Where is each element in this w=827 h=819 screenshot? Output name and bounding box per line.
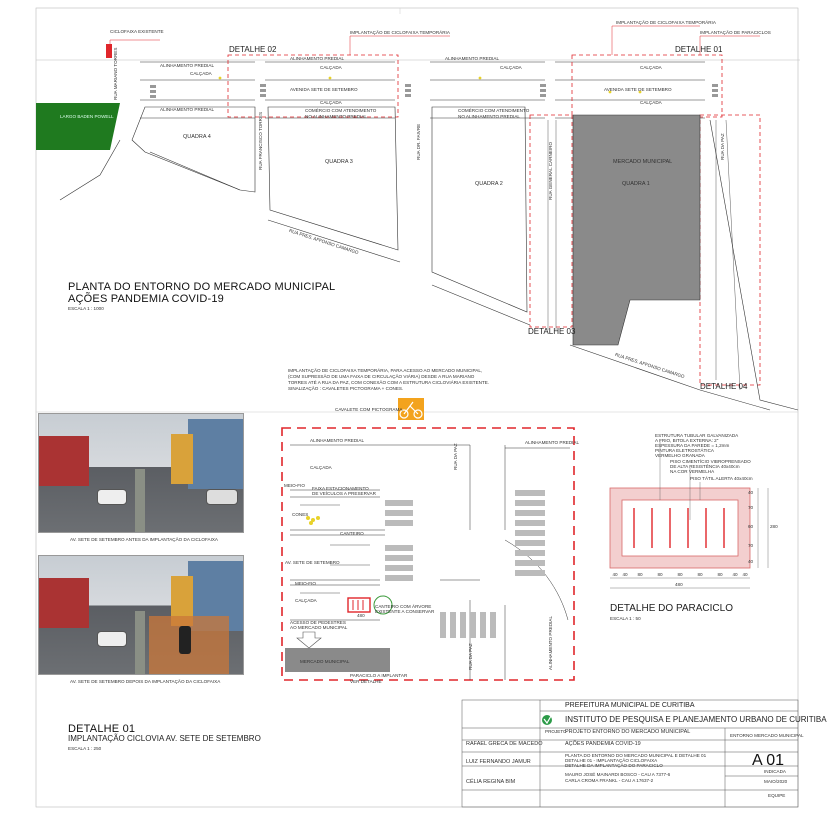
label-alinhamento-4: ALINHAMENTO PREDIAL xyxy=(160,107,215,112)
tb-local: ENTORNO MERCADO MUNICIPAL xyxy=(730,733,804,738)
pc-vdim-4: 40 xyxy=(748,559,754,564)
label-implantacao-ciclofaixa: IMPLANTAÇÃO DE CICLOFAIXA TEMPORÁRIA xyxy=(350,30,450,35)
pc-note-2: A FRIO, BITOLA EXTERNA: 2" xyxy=(655,438,719,443)
plan-scale: ESCALA 1 : 1000 xyxy=(68,306,104,311)
pc-dim: 80 xyxy=(657,572,663,577)
label-calcada-5: CALÇADA xyxy=(320,100,342,105)
label-detalhe02: DETALHE 02 xyxy=(229,45,277,54)
label-largo: LARGO BADEN POWELL xyxy=(60,114,114,119)
d01-mercado: MERCADO MUNICIPAL xyxy=(300,659,350,664)
label-detalhe01: DETALHE 01 xyxy=(675,45,723,54)
label-calcada-4: CALÇADA xyxy=(640,65,662,70)
pc-vdim-1: 70 xyxy=(748,505,754,510)
tb-proj2: AÇÕES PANDEMIA COVID-19 xyxy=(565,741,641,747)
tb-proj1: PROJETO ENTORNO DO MERCADO MUNICIPAL xyxy=(565,729,691,735)
d01-alinhamento: ALINHAMENTO PREDIAL xyxy=(310,438,365,443)
label-alinhamento-1: ALINHAMENTO PREDIAL xyxy=(160,63,215,68)
tb-person1: RAFAEL GRECA DE MACEDO xyxy=(466,741,543,747)
label-rua-mariano: RUA MARIANO TORRES xyxy=(113,47,118,100)
label-rua-affonso-2: RUA PRES. AFFONSO CAMARGO xyxy=(614,352,686,380)
d01-canteiro: CANTEIRO xyxy=(340,531,364,536)
d01-alinhamento-2: ALINHAMENTO PREDIAL xyxy=(525,440,580,445)
tb-content1: PLANTA DO ENTORNO DO MERCADO MUNICIPAL E DETALHE 01 xyxy=(565,753,707,758)
d01-title: DETALHE 01 xyxy=(68,723,136,735)
d01-faixa-2: DE VEÍCULOS A PRESERVAR xyxy=(312,491,376,496)
tb-content2: DETALHE 01 - IMPLANTAÇÃO CICLOFAIXA xyxy=(565,758,658,763)
caption-after: AV. SETE DE SETEMBRO DEPOIS DA IMPLANTAÇÃO DA CICLOFAIXA xyxy=(70,679,221,684)
label-implantacao-paraciclos-1: IMPLANTAÇÃO DE CICLOFAIXA TEMPORÁRIA xyxy=(616,20,716,25)
label-rua-affonso-1: RUA PRES. AFFONSO CAMARGO xyxy=(288,228,360,256)
photo-before xyxy=(38,413,244,533)
pc-dim: 80 xyxy=(637,572,643,577)
label-av-sete-1: AVENIDA SETE DE SETEMBRO xyxy=(290,87,358,92)
d01-paraciclo-2: VER DETALHE xyxy=(350,679,382,684)
d01-paraciclo-1: PARACICLO A IMPLANTAR xyxy=(350,673,408,678)
pc-note-6: PISO CIMENTÍCIO VIBROPRENSADO xyxy=(670,459,751,464)
tb-authors1: MAURO JOSÉ MAINARDI BOSCO - CAU A 7377-6 xyxy=(565,772,671,777)
label-rua-paz: RUA DA PAZ xyxy=(720,133,725,160)
label-quadra1: QUADRA 1 xyxy=(622,181,650,187)
label-comercio-2: COMÉRCIO COM ATENDIMENTO xyxy=(458,108,530,113)
d01-cones: CONES xyxy=(292,512,309,517)
pc-dim: 40 xyxy=(612,572,618,577)
tb-org1: PREFEITURA MUNICIPAL DE CURITIBA xyxy=(565,702,695,709)
label-rua-francisco: RUA FRANCISCO TORRES xyxy=(258,111,263,170)
label-calcada-3: CALÇADA xyxy=(500,65,522,70)
d01-note-4: SINALIZAÇÃO : CAVALETES PICTOGRAMA + CONES. xyxy=(288,386,404,391)
d01-cavalete: CAVALETE COM PICTOGRAMA xyxy=(335,407,403,412)
d01-canteiro-arvore-1: CANTEIRO COM ÁRVORE xyxy=(375,604,432,609)
plan-subtitle: AÇÕES PANDEMIA COVID-19 xyxy=(68,293,224,305)
label-av-sete-2: AVENIDA SETE DE SETEMBRO xyxy=(604,87,672,92)
d01-alinhamento-v: ALINHAMENTO PREDIAL xyxy=(548,615,553,670)
pc-note-8: NA COR VERMELHA xyxy=(670,469,715,474)
pc-title: DETALHE DO PARACICLO xyxy=(610,603,733,614)
tb-person2: LUIZ FERNANDO JAMUR xyxy=(466,759,531,765)
tb-proj-label: PROJETO xyxy=(545,729,567,734)
d01-canteiro-arvore-2: EXISTENTE A CONSERVAR xyxy=(375,609,435,614)
d01-faixa-1: FAIXA ESTACIONAMENTO xyxy=(312,486,369,491)
tb-escala: INDICADA xyxy=(764,769,786,774)
d01-note-2: (COM SUPRESSÃO DE UMA FAIXA DE CIRCULAÇÃO VIÁRIA) DESDE A RUA MARIANO xyxy=(288,374,475,379)
label-quadra4: QUADRA 4 xyxy=(183,134,211,140)
tb-sheet: A 01 xyxy=(752,752,785,769)
d01-meio-fio-2: MEIO-FIO xyxy=(295,581,316,586)
label-implantacao-paraciclos: IMPLANTAÇÃO DE PARACICLOS xyxy=(700,30,771,35)
d01-rua-paz: RUA DA PAZ xyxy=(453,443,458,470)
pc-vdim-3: 70 xyxy=(748,543,754,548)
pc-note-7: DE ALTA RESISTÊNCIA 40x40cm xyxy=(670,464,740,469)
label-comercio-1: COMÉRCIO COM ATENDIMENTO xyxy=(305,108,377,113)
label-ciclofaixa-existente: CICLOFAIXA EXISTENTE xyxy=(110,29,164,34)
d01-rua-paz-2: RUA DA PAZ xyxy=(468,643,473,670)
caption-before: AV. SETE DE SETEMBRO ANTES DA IMPLANTAÇÃO DA CICLOFAIXA xyxy=(70,537,218,542)
label-calcada-1: CALÇADA xyxy=(190,71,212,76)
pc-dim: 80 xyxy=(697,572,703,577)
label-rua-carneiro: RUA GENERAL CARNEIRO xyxy=(548,141,553,200)
pc-vdim-2: 60 xyxy=(748,524,754,529)
label-calcada-2: CALÇADA xyxy=(320,65,342,70)
d01-acesso-2: AO MERCADO MUNICIPAL xyxy=(290,625,348,630)
pc-total: 480 xyxy=(675,582,683,587)
d01-note-1: IMPLANTAÇÃO DE CICLOFAIXA TEMPORÁRIA, PARA ACESSO AO MERCADO MUNICIPAL, xyxy=(288,368,483,373)
d01-subtitle: IMPLANTAÇÃO CICLOVIA AV. SETE DE SETEMBRO xyxy=(68,734,261,743)
park-area xyxy=(36,103,120,150)
label-quadra2: QUADRA 2 xyxy=(475,181,503,187)
pc-dim: 40 xyxy=(742,572,748,577)
pc-dim: 40 xyxy=(622,572,628,577)
photo-after xyxy=(38,555,244,675)
tb-org2: INSTITUTO DE PESQUISA E PLANEJAMENTO URBANO DE CURITIBA xyxy=(565,715,827,724)
d01-note-3: TORRES ATÉ A RUA DA PAZ, COM CONEXÃO COM A ESTRUTURA CICLOVIÁRIA EXISTENTE. xyxy=(288,380,490,385)
label-quadra3: QUADRA 3 xyxy=(325,159,353,165)
pc-dim: 40 xyxy=(732,572,738,577)
pc-note-1: ESTRUTURA TUBULAR GALVANIZADA xyxy=(655,433,739,438)
tb-desenho: EQUIPE xyxy=(768,793,786,798)
pc-note-4: PINTURA ELETROSTÁTICA xyxy=(655,448,714,453)
d01-meio-fio: MEIO-FIO xyxy=(284,483,305,488)
label-detalhe03: DETALHE 03 xyxy=(528,327,576,336)
d01-scale: ESCALA 1 : 250 xyxy=(68,746,102,751)
label-calcada-6: CALÇADA xyxy=(640,100,662,105)
label-mercado: MERCADO MUNICIPAL xyxy=(613,159,673,165)
d01-calcada: CALÇADA xyxy=(310,465,332,470)
pc-vdim-0: 40 xyxy=(748,490,754,495)
d01-av-sete: AV. SETE DE SETEMBRO xyxy=(285,560,340,565)
label-detalhe04: DETALHE 04 xyxy=(700,382,748,391)
label-comercio-2b: NO ALINHAMENTO PREDIAL xyxy=(458,114,520,119)
pc-note-3: ESPESSURA DA PAREDE = 1,2mm xyxy=(655,443,730,448)
paraciclo-small xyxy=(348,598,370,612)
pc-dim: 80 xyxy=(677,572,683,577)
label-alinhamento-2: ALINHAMENTO PREDIAL xyxy=(290,56,345,61)
tb-data: MAIO/2020 xyxy=(764,779,788,784)
tb-authors2: CARLA CROMA FRANKL - CAU A 17637-2 xyxy=(565,778,654,783)
pc-scale: ESCALA 1 : 50 xyxy=(610,616,641,621)
mercado-block xyxy=(573,115,700,345)
tb-content3: DETALHE DA IMPLANTAÇÃO DO PARACICLO xyxy=(565,763,663,768)
pc-dims-row xyxy=(610,572,750,577)
pc-note-5: VERMELHO GRANADA xyxy=(655,453,705,458)
plan-title: PLANTA DO ENTORNO DO MERCADO MUNICIPAL xyxy=(68,281,336,293)
pc-dim: 80 xyxy=(717,572,723,577)
pc-note-9: PISO TÁTIL ALERTA 40x40cm xyxy=(690,476,753,481)
label-alinhamento-3: ALINHAMENTO PREDIAL xyxy=(445,56,500,61)
label-comercio-1b: NO ALINHAMENTO PREDIAL xyxy=(305,114,367,119)
d01-dim: 480 xyxy=(357,613,365,618)
tb-person3: CÉLIA REGINA BIM xyxy=(466,779,516,785)
label-rua-faivre: RUA DR. FAIVRE xyxy=(416,123,421,160)
d01-acesso-1: ACESSO DE PEDESTRES xyxy=(290,620,346,625)
d01-calcada-2: CALÇADA xyxy=(295,598,317,603)
pc-vtotal: 280 xyxy=(770,524,778,529)
